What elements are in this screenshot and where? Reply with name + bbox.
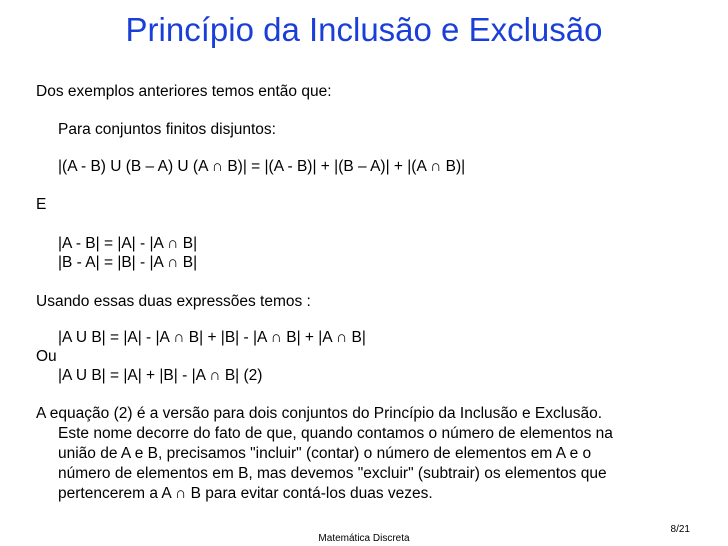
finite-sets-text: Para conjuntos finitos disjuntos: [58,121,276,138]
paragraph-line-3: união de A e B, precisamos "incluir" (contar) o número de elementos em A e o [58,445,592,462]
paragraph-line-4: número de elementos em B, mas devemos "excluir" (subtrair) os elementos que [58,465,607,482]
union-expanded-formula: |A U B| = |A| - |A ∩ B| + |B| - |A ∩ B| + |A ∩ B| [58,329,366,346]
diff-b-formula: |B - A| = |B| - |A ∩ B| [58,254,198,271]
paragraph-line-5: pertencerem a A ∩ B para evitar contá-los duas vezes. [58,485,433,502]
slide-number: 8/21 [670,524,690,535]
using-both-text: Usando essas duas expressões temos : [36,293,311,310]
slide-title: Princípio da Inclusão e Exclusão [125,11,603,48]
and-label: E [36,196,47,213]
paragraph-line-1: A equação (2) é a versão para dois conjuntos do Princípio da Inclusão e Exclusão. [36,405,603,422]
union-formula: |(A - B) U (B – A) U (A ∩ B)| = |(A - B)| + |(B – A)| + |(A ∩ B)| [58,158,466,175]
union-simple-formula: |A U B| = |A| + |B| - |A ∩ B| (2) [58,367,263,384]
footer-text: Matemática Discreta [318,533,410,544]
intro-text: Dos exemplos anteriores temos então que: [36,83,332,100]
diff-a-formula: |A - B| = |A| - |A ∩ B| [58,235,198,252]
or-label: Ou [36,348,57,365]
paragraph-line-2: Este nome decorre do fato de que, quando contamos o número de elementos na [58,425,613,442]
